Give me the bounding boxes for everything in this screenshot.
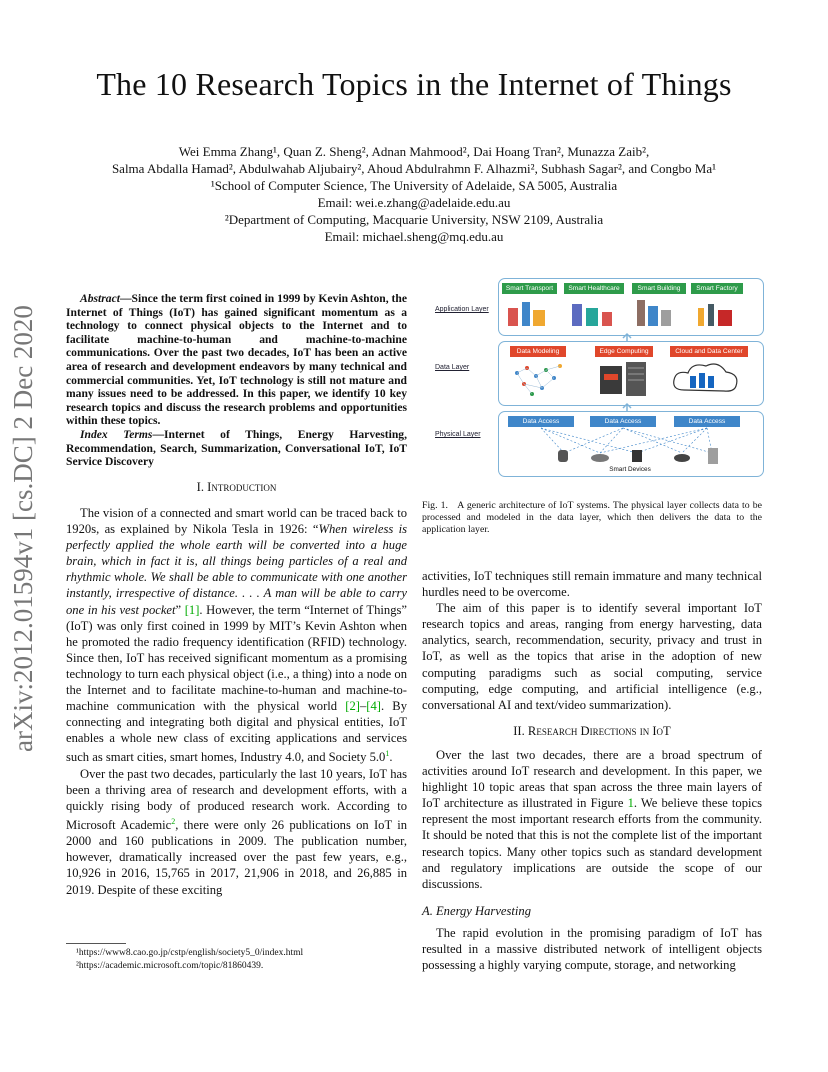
data-tag-data-modeling: Data Modeling xyxy=(510,346,566,357)
citation-link[interactable]: [2] xyxy=(345,699,360,714)
section-1-heading: I. Introduction xyxy=(196,480,277,494)
app-tag-smart-transport: Smart Transport xyxy=(502,283,557,294)
citation-link[interactable]: [4] xyxy=(366,699,381,714)
affiliation-1: ¹School of Computer Science, The University of Adelaide, SA 5005, Australia xyxy=(210,178,618,193)
edge-server-icon xyxy=(600,362,646,396)
affiliation-2: ²Department of Computing, Macquarie University, NSW 2109, Australia xyxy=(224,212,604,227)
abstract-block xyxy=(66,292,407,469)
arrow-up-icon xyxy=(623,334,631,341)
footnote-link[interactable]: 1 xyxy=(385,749,390,759)
right-paragraph-1: activities, IoT techniques still remain immature and many technical hurdles need to be overcome. xyxy=(422,569,762,600)
index-terms-text: —Internet of Things, Energy Harvesting, Recommendation, Search, Summarization, Conversational IoT, IoT Service Discovery xyxy=(66,427,407,469)
email-2: Email: michael.sheng@mq.edu.au xyxy=(324,229,504,244)
application-layer-label: Application Layer xyxy=(435,306,489,313)
app-tag-smart-factory: Smart Factory xyxy=(691,283,743,294)
text: . We believe these topics represent the most important research efforts from the community. It should be noted that this is not the complete list of the important research topics. Many other topics such as standard development and regulatory implications are outside the scope of our discussions. xyxy=(422,796,762,891)
paper-title: The 10 Research Topics in the Internet of Things xyxy=(96,66,732,102)
data-tag-cloud-data-center: Cloud and Data Center xyxy=(670,346,748,357)
figure-link[interactable]: 1 xyxy=(627,796,634,811)
figure-illustrations xyxy=(432,278,765,478)
physical-layer-label: Physical Layer xyxy=(435,431,481,438)
abstract-text: —Since the term first coined in 1999 by Kevin Ashton, the Internet of Things (IoT) has gained significant momentum as a technology to connect physical objects to the Internet and to facilitate machine-to-human and machine-to-machine communications. Over the past two decades, IoT has been an active area of research and development endeavors by many technical and commercial communities. Yet, IoT technology is still not mature and many issues need to be addressed. In this paper, we identify 10 key research topics and discuss the research problems and opportunities within these topics. xyxy=(66,292,407,428)
text: , there were only 26 publications on IoT in 2000 and 160 publications in 2009. The publication number, however, dramatically increased over the past few years, e.g., 10,926 in 2016, 15,765 in 2017, 21,906 in 2018, and 26,885 in 2019. Despite of these exciting xyxy=(66,818,407,897)
smart-devices-label: Smart Devices xyxy=(609,466,651,473)
index-terms-label: Index Terms xyxy=(80,427,153,441)
figure-caption xyxy=(422,500,762,536)
text: . xyxy=(389,750,393,765)
right-column-sec2a xyxy=(422,925,762,973)
caption-label: Fig. 1. xyxy=(422,500,448,511)
text: ” xyxy=(175,602,185,617)
abstract-paragraph xyxy=(66,292,407,428)
text: . However, the term “Internet of Things” (IoT) was only first coined in 1999 by MIT’s Kevin Ashton when he promoted the radio frequency identification (RFID) technology. Since then, IoT has received significant momentum as a promising technology to turn each physical object (i.e., a thing) into a node on the Internet and to facilitate machine-to-human and machine-to-machine communication with the physical world xyxy=(66,602,407,714)
section-2-heading: II. Research Directions in IoT xyxy=(513,724,671,738)
left-column xyxy=(66,505,407,898)
cloud-data-center-icon xyxy=(674,364,737,391)
text: Over the past two decades, particularly the last 10 years, IoT has been a thriving area of research and development efforts, with a quickly rising body of produced research work. According to Microsoft Academic xyxy=(66,766,407,833)
email-1: Email: wei.e.zhang@adelaide.edu.au xyxy=(317,195,511,210)
device-connection-lines xyxy=(541,428,712,453)
tesla-quote: When wireless is perfectly applied the whole earth will be converted into a huge brain, which in fact it is, all things being particles of a real and rhythmic whole. We shall be able to communicate with one another instantly, irrespective of distance. . . . A man will be able to carry one in his vest pocket xyxy=(66,522,408,617)
text: The vision of a connected and smart world can be traced back to 1920s, as explained by Nikola Tesla in 1926: “ xyxy=(66,506,407,537)
subsection-a-heading: A. Energy Harvesting xyxy=(422,904,532,918)
authors-line-2: Salma Abdalla Hamad², Abdulwahab Aljubairy², Ahoud Abdulrahmn F. Alhazmi², Subhash Sagar², and Congbo Ma¹ xyxy=(111,161,717,176)
right-paragraph-3 xyxy=(422,747,762,892)
text: Over the last two decades, there are a broad spectrum of activities around IoT research and development. In this paper, we highlight 10 topic areas that span across the three main layers of IoT architecture as illustrated in Figure xyxy=(422,748,762,811)
authors-line-1: Wei Emma Zhang¹, Quan Z. Sheng², Adnan Mahmood², Dai Hoang Tran², Munazza Zaib², xyxy=(178,144,650,159)
text: – xyxy=(359,699,367,714)
data-layer-label: Data Layer xyxy=(435,364,470,371)
access-tag-2: Data Access xyxy=(590,416,656,427)
index-terms-paragraph xyxy=(66,428,407,469)
footnote-rule xyxy=(66,943,126,944)
arrow-up-icon xyxy=(623,404,631,411)
arxiv-identifier: arXiv:2012.01594v1 [cs.DC] 2 Dec 2020 xyxy=(8,305,38,752)
access-tag-3: Data Access xyxy=(674,416,740,427)
smart-device-icons xyxy=(558,448,718,464)
footnote-2: ²https://academic.microsoft.com/topic/81860439. xyxy=(76,961,264,971)
caption-text: A generic architecture of IoT systems. The physical layer collects data to be processed and modeled in the data layer, which then delivers the data to the application layer. xyxy=(422,500,762,535)
text: . By connecting and integrating both digital and physical entities, IoT enables a whole new class of exciting applications and services such as smart cities, smart homes, Industry 4.0, and Society 5.0 xyxy=(66,699,408,765)
access-tag-1: Data Access xyxy=(508,416,574,427)
intro-paragraph-2 xyxy=(66,766,407,898)
data-tag-edge-computing: Edge Computing xyxy=(595,346,653,357)
abstract-label: Abstract xyxy=(80,292,120,305)
figure-iot-architecture xyxy=(432,278,765,478)
city-building-icons xyxy=(508,300,732,326)
app-tag-smart-healthcare: Smart Healthcare xyxy=(564,283,624,294)
footnote-1: ¹https://www8.cao.go.jp/cstp/english/society5_0/index.html xyxy=(76,948,304,958)
intro-paragraph-1 xyxy=(66,505,407,766)
app-tag-smart-building: Smart Building xyxy=(632,283,686,294)
right-column-top xyxy=(422,568,762,713)
footnote-link[interactable]: 2 xyxy=(171,816,176,826)
citation-link[interactable]: [1] xyxy=(184,602,200,617)
network-graph-icon xyxy=(515,364,562,396)
right-column-sec2 xyxy=(422,747,762,892)
right-paragraph-2: The aim of this paper is to identify several important IoT research topics and areas, ranging from energy harvesting, data analytics, search, recommendation, security, privacy and trust in IoT, as well as the topics that arise in the adoption of new computing paradigms such as social computing, service computing, edge computing, and artificial intelligence (e.g., conversational AI and text/video summarization). xyxy=(422,601,762,712)
right-paragraph-4: The rapid evolution in the promising paradigm of IoT has resulted in a massive distributed network of intelligent objects possessing a highly varying compute, storage, and networking xyxy=(422,926,762,973)
